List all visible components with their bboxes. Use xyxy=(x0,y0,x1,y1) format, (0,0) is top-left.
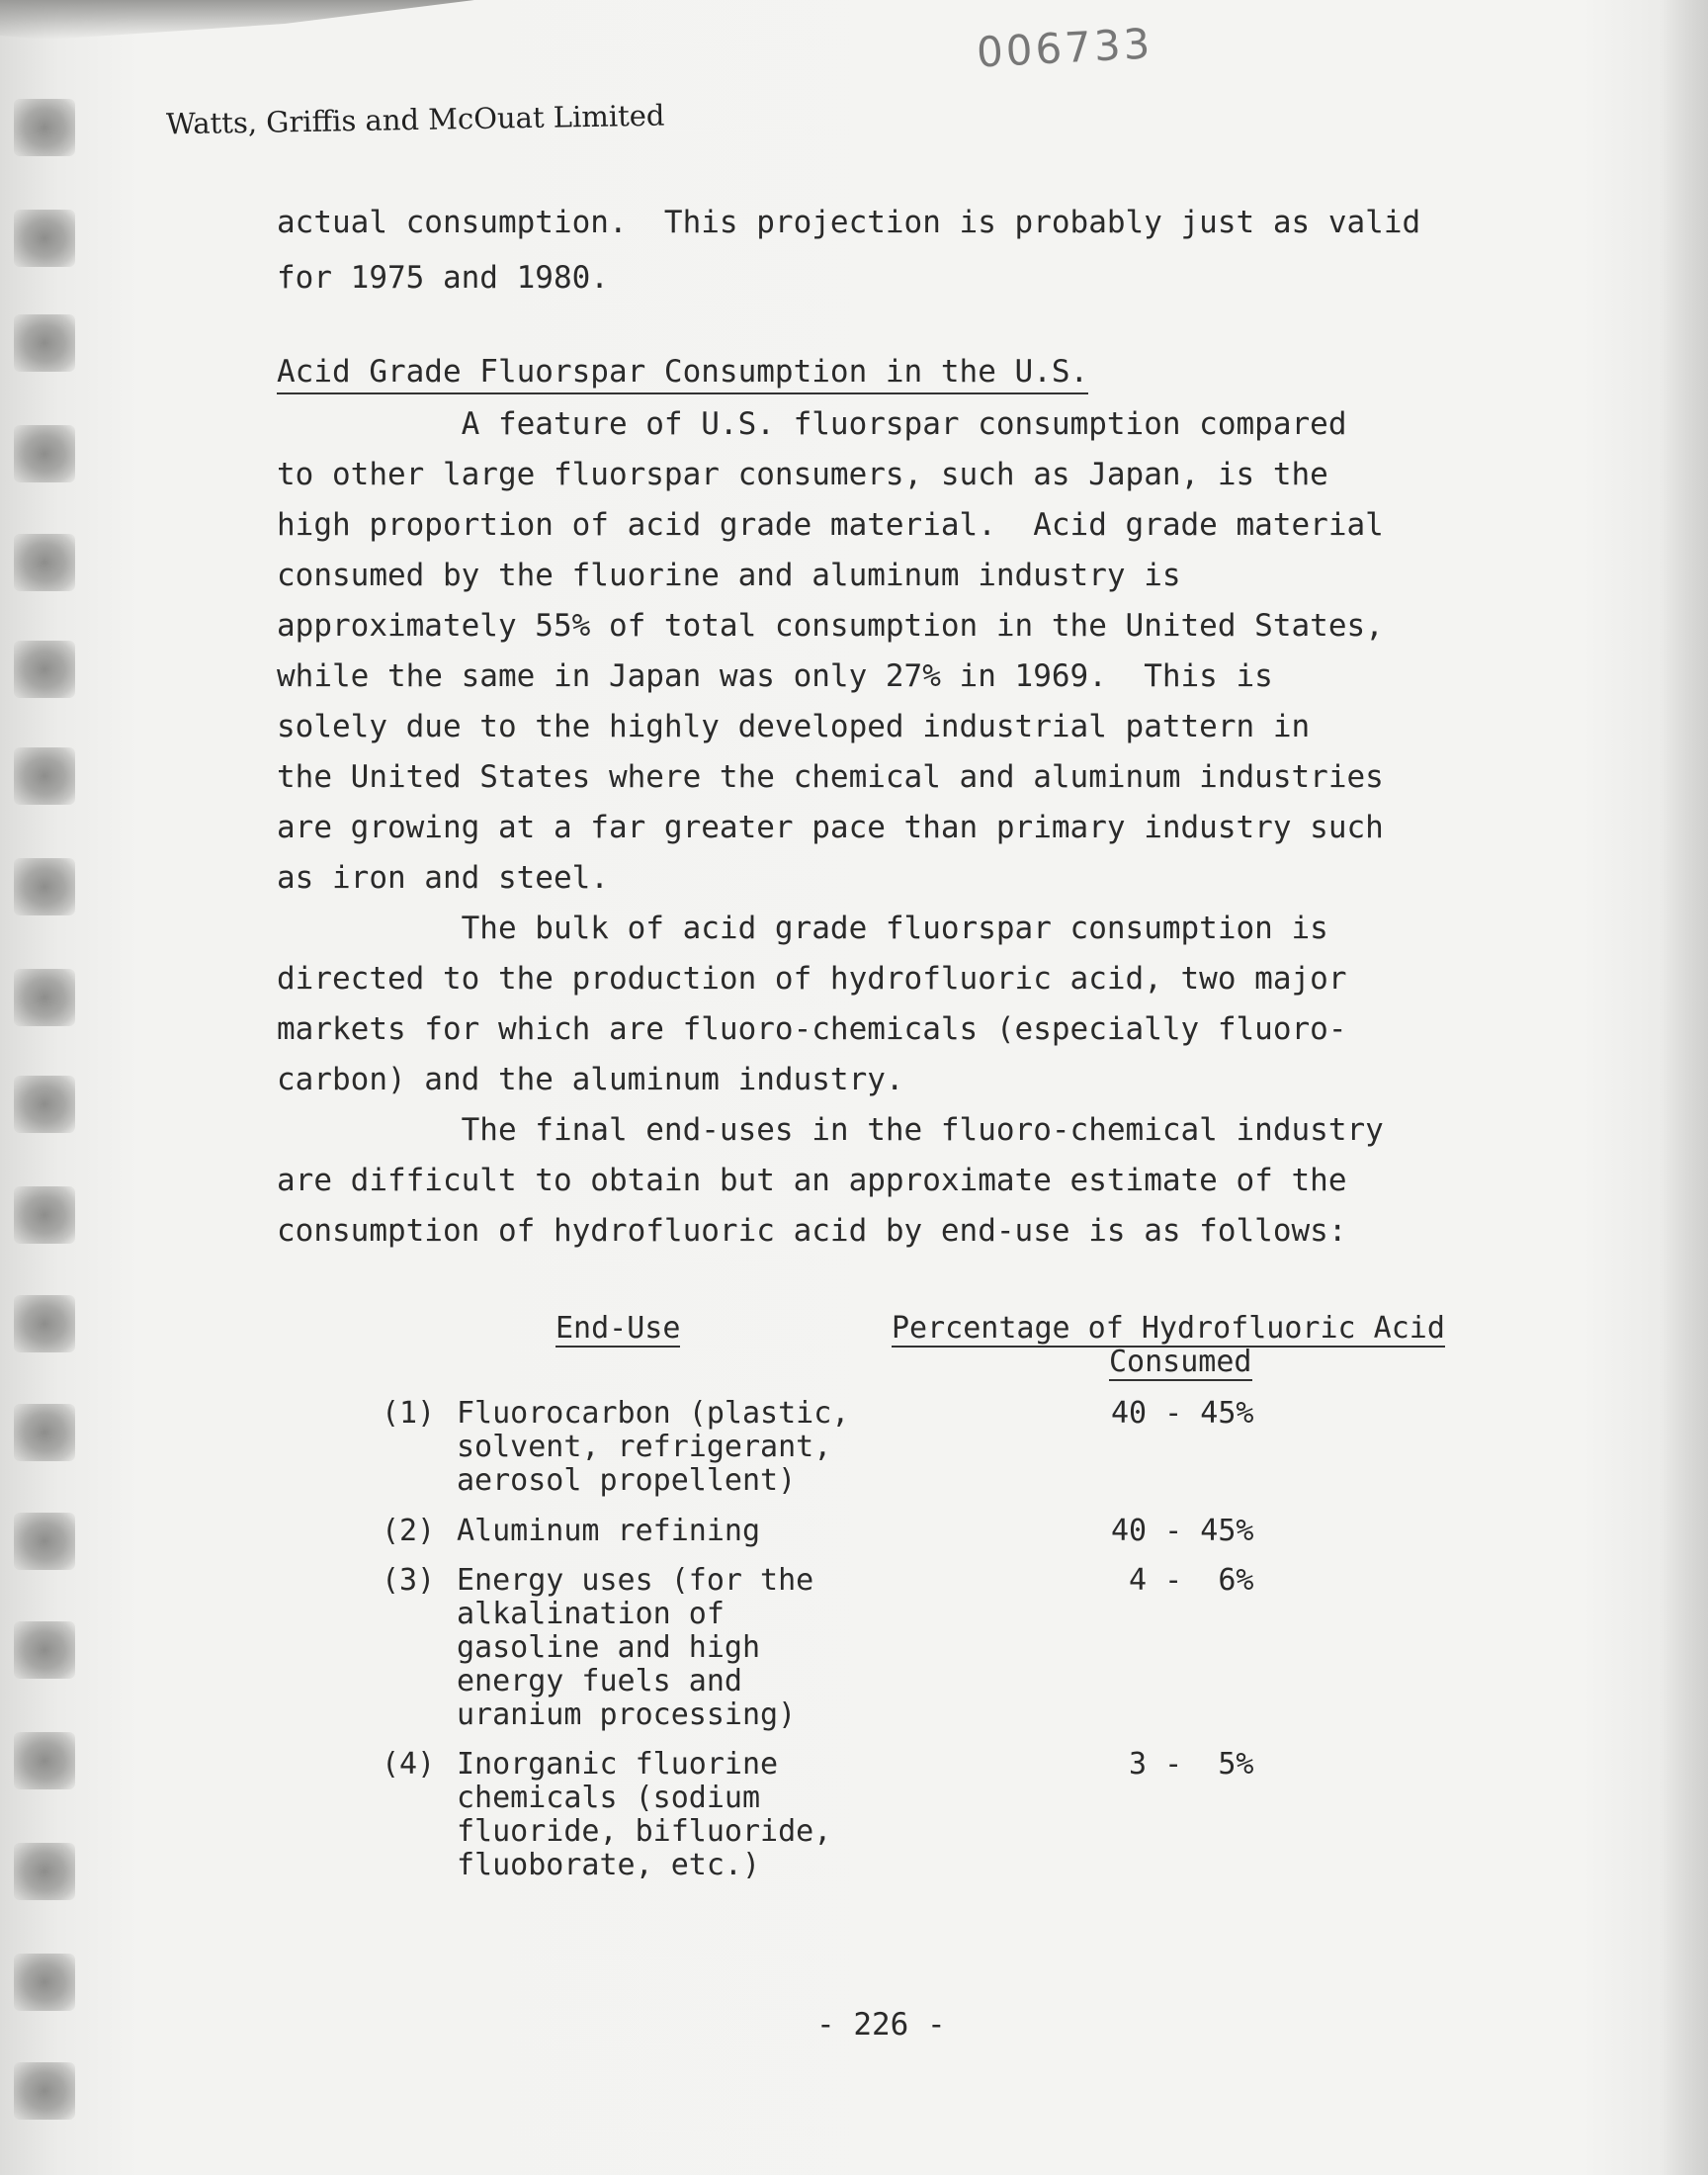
binding-hole xyxy=(14,641,75,698)
paragraph-line: to other large fluorspar consumers, such as Japan, is the xyxy=(277,457,1328,492)
binding-hole xyxy=(14,858,75,915)
intro-line: actual consumption. This projection is probably just as valid xyxy=(277,205,1421,240)
page-edge-shadow xyxy=(1661,0,1708,2175)
letterhead: Watts, Griffis and McOuat Limited xyxy=(165,98,665,141)
binding-hole xyxy=(14,1186,75,1244)
binding-hole xyxy=(14,425,75,482)
table-header-percentage: Percentage of Hydrofluoric Acid xyxy=(892,1311,1445,1346)
table-row-percentage: 40 - 45% xyxy=(1111,1396,1254,1431)
binding-hole xyxy=(14,1404,75,1461)
table-row-percentage: 40 - 45% xyxy=(1111,1514,1254,1548)
binding-hole xyxy=(14,747,75,805)
paragraph-line: as iron and steel. xyxy=(277,860,609,896)
paragraph-line: carbon) and the aluminum industry. xyxy=(277,1062,904,1097)
binding-hole xyxy=(14,1732,75,1789)
binding-hole xyxy=(14,1621,75,1679)
binding-hole xyxy=(14,1295,75,1352)
table-header-enduse: End-Use xyxy=(555,1311,681,1346)
paragraph-line: directed to the production of hydrofluoric acid, two major xyxy=(277,961,1347,997)
binding-hole xyxy=(14,1843,75,1900)
document-number-stamp: 006733 xyxy=(975,19,1154,77)
binding-hole xyxy=(14,99,75,156)
paragraph-line: are growing at a far greater pace than primary industry such xyxy=(277,810,1384,845)
paragraph-line: approximately 55% of total consumption in the United States, xyxy=(277,608,1384,644)
table-row-percentage: 4 - 6% xyxy=(1111,1563,1254,1598)
binding-hole xyxy=(14,1076,75,1133)
binding-hole xyxy=(14,969,75,1026)
table-row-enduse: Energy uses (for the alkalination of gasoline and high energy fuels and uranium processing) xyxy=(457,1563,814,1732)
table-row-enduse: Fluorocarbon (plastic, solvent, refrigerant, aerosol propellent) xyxy=(457,1396,850,1498)
paragraph-line: markets for which are fluoro-chemicals (especially fluoro- xyxy=(277,1011,1347,1047)
paragraph-line: The bulk of acid grade fluorspar consumption is xyxy=(277,911,1328,946)
binding-hole xyxy=(14,2062,75,2120)
paragraph-line: consumption of hydrofluoric acid by end-use is as follows: xyxy=(277,1213,1347,1249)
table-row-number: (3) xyxy=(382,1563,436,1598)
table-row-number: (4) xyxy=(382,1747,436,1782)
paragraph-line: solely due to the highly developed industrial pattern in xyxy=(277,709,1311,744)
paragraph-line: while the same in Japan was only 27% in 1969. This is xyxy=(277,658,1273,694)
intro-line: for 1975 and 1980. xyxy=(277,260,609,296)
binding-hole xyxy=(14,1513,75,1570)
paragraph-line: A feature of U.S. fluorspar consumption compared xyxy=(277,406,1347,442)
section-heading: Acid Grade Fluorspar Consumption in the U.S. xyxy=(277,354,1088,394)
table-header-consumed: Consumed xyxy=(1109,1345,1252,1379)
binding-hole xyxy=(14,314,75,372)
table-row-enduse: Aluminum refining xyxy=(457,1514,761,1548)
table-row-enduse: Inorganic fluorine chemicals (sodium fluoride, bifluoride, fluoborate, etc.) xyxy=(457,1747,832,1882)
paragraph-line: high proportion of acid grade material. Acid grade material xyxy=(277,507,1384,543)
paragraph-line: the United States where the chemical and aluminum industries xyxy=(277,759,1384,795)
paragraph-line: are difficult to obtain but an approximate estimate of the xyxy=(277,1163,1347,1198)
binding-hole xyxy=(14,1954,75,2011)
binding-holes xyxy=(14,99,75,2145)
page-number: - 226 - xyxy=(816,2007,946,2043)
scan-shadow xyxy=(0,0,474,40)
paragraph-line: consumed by the fluorine and aluminum industry is xyxy=(277,558,1181,593)
table-row-percentage: 3 - 5% xyxy=(1111,1747,1254,1782)
binding-hole xyxy=(14,534,75,591)
table-row-number: (2) xyxy=(382,1514,436,1548)
table-row-number: (1) xyxy=(382,1396,436,1431)
binding-hole xyxy=(14,210,75,267)
paragraph-line: The final end-uses in the fluoro-chemical industry xyxy=(277,1112,1384,1148)
